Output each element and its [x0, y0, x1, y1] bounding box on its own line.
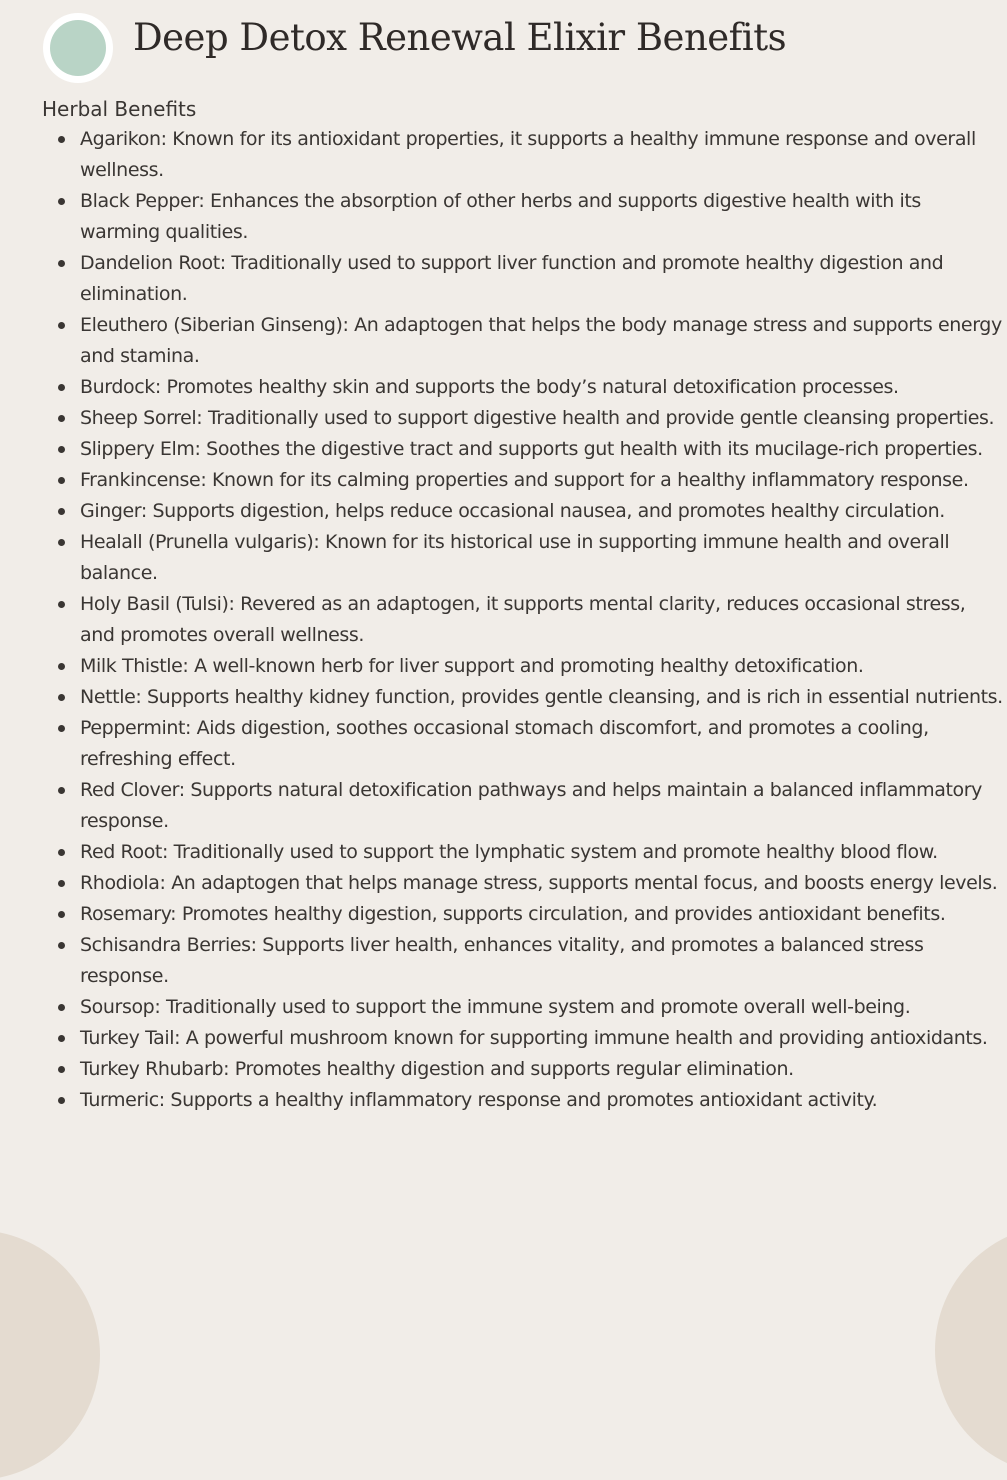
list-item: [58, 1085, 1003, 1116]
list-item: [58, 1023, 1003, 1054]
benefit-text: Red Clover: Supports natural detoxification pathways and helps maintain a balanced inflammatory response.: [80, 779, 982, 832]
benefit-text: Burdock: Promotes healthy skin and supports the body’s natural detoxification processes.: [80, 376, 899, 398]
bullet-icon: [58, 1097, 65, 1104]
benefit-text: Holy Basil (Tulsi): Revered as an adaptogen, it supports mental clarity, reduces occasional stress, and promotes overall wellness.: [80, 593, 966, 646]
list-item: [58, 899, 1003, 930]
list-item: [58, 992, 1003, 1023]
bullet-icon: [58, 446, 65, 453]
benefit-text: Rhodiola: An adaptogen that helps manage stress, supports mental focus, and boosts energy levels.: [80, 872, 998, 894]
list-item: [58, 124, 1003, 186]
bullet-icon: [58, 508, 65, 515]
benefit-text: Eleuthero (Siberian Ginseng): An adaptogen that helps the body manage stress and supports energy and stamina.: [80, 314, 1002, 367]
list-item: [58, 310, 1003, 372]
bullet-icon: [58, 198, 65, 205]
bullet-icon: [58, 663, 65, 670]
list-item: [58, 403, 1003, 434]
benefit-text: Dandelion Root: Traditionally used to support liver function and promote healthy digestion and elimination.: [80, 252, 944, 305]
benefit-text: Schisandra Berries: Supports liver health, enhances vitality, and promotes a balanced stress response.: [80, 934, 924, 987]
list-item: [58, 589, 1003, 651]
list-item: [58, 496, 1003, 527]
bullet-icon: [58, 260, 65, 267]
list-item: [58, 527, 1003, 589]
bullet-icon: [58, 415, 65, 422]
bullet-icon: [58, 911, 65, 918]
benefit-text: Sheep Sorrel: Traditionally used to support digestive health and provide gentle cleansing properties.: [80, 407, 995, 429]
benefit-text: Frankincense: Known for its calming properties and support for a healthy inflammatory response.: [80, 469, 969, 491]
bullet-icon: [58, 601, 65, 608]
logo-circle: [43, 13, 113, 83]
list-item: [58, 186, 1003, 248]
benefit-text: Milk Thistle: A well-known herb for liver support and promoting healthy detoxification.: [80, 655, 864, 677]
list-item: [58, 713, 1003, 775]
bullet-icon: [58, 384, 65, 391]
benefit-text: Red Root: Traditionally used to support the lymphatic system and promote healthy blood flow.: [80, 841, 938, 863]
benefit-text: Turmeric: Supports a healthy inflammatory response and promotes antioxidant activity.: [80, 1089, 878, 1111]
page-title: Deep Detox Renewal Elixir Benefits: [133, 16, 787, 59]
benefit-text: Ginger: Supports digestion, helps reduce occasional nausea, and promotes healthy circulation.: [80, 500, 945, 522]
bullet-icon: [58, 322, 65, 329]
bullet-icon: [58, 787, 65, 794]
list-item: [58, 248, 1003, 310]
bullet-icon: [58, 1066, 65, 1073]
logo-circle-fill: [50, 20, 106, 76]
bullet-icon: [58, 725, 65, 732]
bullet-icon: [58, 539, 65, 546]
bullet-icon: [58, 880, 65, 887]
benefit-text: Turkey Rhubarb: Promotes healthy digestion and supports regular elimination.: [80, 1058, 794, 1080]
bullet-icon: [58, 1035, 65, 1042]
list-item: [58, 775, 1003, 837]
benefit-text: Slippery Elm: Soothes the digestive tract and supports gut health with its mucilage-rich properties.: [80, 438, 983, 460]
herbal-benefits-list: [58, 124, 1003, 1116]
benefit-text: Healall (Prunella vulgaris): Known for its historical use in supporting immune health and overall balance.: [80, 531, 950, 584]
bullet-icon: [58, 849, 65, 856]
bullet-icon: [58, 694, 65, 701]
benefit-text: Soursop: Traditionally used to support the immune system and promote overall well-being.: [80, 996, 911, 1018]
list-item: [58, 651, 1003, 682]
list-item: [58, 868, 1003, 899]
list-item: [58, 930, 1003, 992]
benefit-text: Rosemary: Promotes healthy digestion, supports circulation, and provides antioxidant benefits.: [80, 903, 946, 925]
list-item: [58, 434, 1003, 465]
decorative-circle-right: [935, 1225, 1007, 1475]
bullet-icon: [58, 477, 65, 484]
list-item: [58, 465, 1003, 496]
benefit-text: Turkey Tail: A powerful mushroom known for supporting immune health and providing antioxidants.: [80, 1027, 988, 1049]
bullet-icon: [58, 1004, 65, 1011]
benefit-text: Black Pepper: Enhances the absorption of other herbs and supports digestive health with its warming qualities.: [80, 190, 921, 243]
section-heading: Herbal Benefits: [42, 97, 197, 121]
list-item: [58, 682, 1003, 713]
benefit-text: Nettle: Supports healthy kidney function, provides gentle cleansing, and is rich in essential nutrients.: [80, 686, 1003, 708]
list-item: [58, 837, 1003, 868]
benefit-text: Peppermint: Aids digestion, soothes occasional stomach discomfort, and promotes a cooling, refreshing effect.: [80, 717, 929, 770]
decorative-circle-left: [0, 1230, 100, 1480]
benefit-text: Agarikon: Known for its antioxidant properties, it supports a healthy immune response and overall wellness.: [80, 128, 976, 181]
bullet-icon: [58, 136, 65, 143]
bullet-icon: [58, 942, 65, 949]
list-item: [58, 1054, 1003, 1085]
list-item: [58, 372, 1003, 403]
